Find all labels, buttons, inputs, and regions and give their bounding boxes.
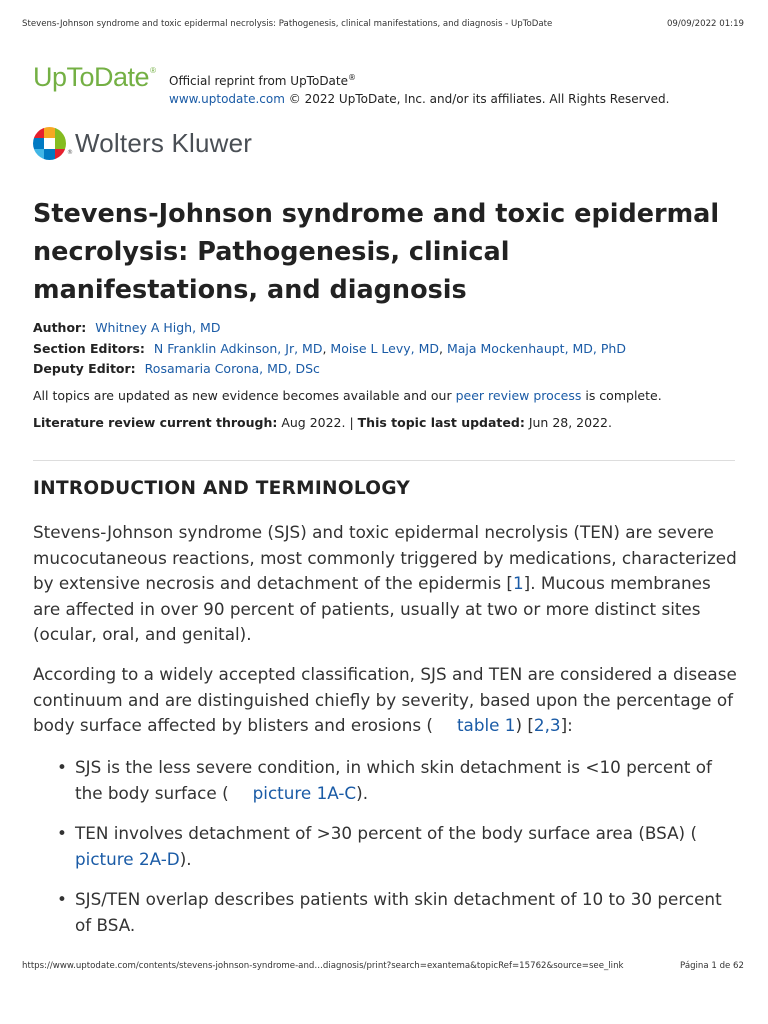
deputy-editor-row <box>33 359 626 380</box>
wolters-kluwer-globe-icon <box>33 127 66 160</box>
last-updated-value: Jun 28, 2022. <box>524 415 612 430</box>
paragraph-text: ]. Mucous membranes are affected in over 90 percent of patients, usually at two or more distinct sites (ocular, oral, and genital). <box>33 573 711 644</box>
picture-link[interactable]: picture 2A-D <box>75 848 180 869</box>
reprint-registered-mark: ® <box>348 73 356 82</box>
list-item-text: SJS is the less severe condition, in which skin detachment is <10 percent of the body surface ( <box>75 757 712 803</box>
picture-link[interactable]: picture 1A-C <box>252 782 357 803</box>
review-dates <box>33 415 612 430</box>
list-item <box>33 887 738 938</box>
copyright-text: © 2022 UpToDate, Inc. and/or its affiliates. All Rights Reserved. <box>288 92 670 106</box>
update-notice-text-end: is complete. <box>581 388 662 403</box>
table-link[interactable]: table 1 <box>456 715 516 735</box>
list-item <box>33 755 738 806</box>
intro-paragraph <box>33 520 738 648</box>
list-item-text: SJS/TEN overlap describes patients with skin detachment of 10 to 30 percent of BSA. <box>75 889 722 935</box>
lit-review-value: Aug 2022. | <box>277 415 358 430</box>
last-updated-label: This topic last updated: <box>357 415 525 430</box>
reprint-line: Official reprint from UpToDate <box>169 74 348 88</box>
section-editors-row <box>33 339 626 360</box>
print-header <box>22 19 744 29</box>
list-item-text-end: ). <box>356 782 369 803</box>
list-item-text-end: ). <box>179 848 192 869</box>
print-header-title: Stevens-Johnson syndrome and toxic epidermal necrolysis: Pathogenesis, clinical manifestations, and diagnosis - UpToDate <box>22 19 553 29</box>
author-label: Author: <box>33 320 87 335</box>
separator: , <box>322 340 331 356</box>
section-editor-link[interactable]: N Franklin Adkinson, Jr, MD <box>153 340 323 356</box>
uptodate-logo[interactable] <box>33 64 155 91</box>
separator: , <box>439 340 447 356</box>
paragraph-text: ]: <box>560 715 573 735</box>
print-header-datetime: 09/09/2022 01:19 <box>666 19 744 29</box>
wolters-kluwer-logo[interactable] <box>33 127 252 160</box>
wolters-kluwer-registered-mark: ® <box>67 149 73 156</box>
list-item <box>33 821 738 872</box>
uptodate-logo-text: UpToDate <box>33 62 150 92</box>
article-credits <box>33 318 626 380</box>
classification-paragraph <box>33 662 738 739</box>
reference-link[interactable]: 1 <box>512 573 524 593</box>
paragraph-text: According to a widely accepted classification, SJS and TEN are considered a disease continuum and are distinguished chiefly by severity, based upon the percentage of body surface affected by blisters and erosions ( <box>33 664 737 735</box>
author-link[interactable]: Whitney A High, MD <box>95 320 221 335</box>
section-heading: INTRODUCTION AND TERMINOLOGY <box>33 478 411 499</box>
uptodate-registered-mark: ® <box>150 66 156 75</box>
reference-link[interactable]: 2,3 <box>533 715 561 735</box>
section-editor-link[interactable]: Moise L Levy, MD <box>330 340 440 356</box>
section-editor-link[interactable]: Maja Mockenhaupt, MD, PhD <box>446 340 626 356</box>
print-footer <box>22 961 744 971</box>
update-notice <box>33 388 662 403</box>
deputy-editor-label: Deputy Editor: <box>33 361 136 376</box>
peer-review-link[interactable]: peer review process <box>455 388 582 403</box>
paragraph-text: ) [ <box>515 715 534 735</box>
paragraph-text: Stevens-Johnson syndrome (SJS) and toxic epidermal necrolysis (TEN) are severe mucocutaneous reactions, most commonly triggered by medications, characterized by extensive necrosis and detachment of the epidermis [ <box>33 522 737 593</box>
wolters-kluwer-wordmark: Wolters Kluwer <box>75 128 253 158</box>
article-title: Stevens-Johnson syndrome and toxic epidermal necrolysis: Pathogenesis, clinical manifestations, and diagnosis <box>33 199 720 305</box>
deputy-editor-link[interactable]: Rosamaria Corona, MD, DSc <box>144 361 320 376</box>
lit-review-label: Literature review current through: <box>33 415 278 430</box>
uptodate-site-link[interactable]: www.uptodate.com <box>169 92 285 106</box>
reprint-notice <box>169 69 669 108</box>
section-editors-label: Section Editors: <box>33 340 145 356</box>
classification-list <box>33 755 738 953</box>
list-item-text: TEN involves detachment of >30 percent of the body surface area (BSA) ( <box>75 823 697 843</box>
print-footer-page: Página 1 de 62 <box>680 961 744 971</box>
author-row <box>33 318 626 339</box>
divider <box>33 460 735 461</box>
update-notice-text: All topics are updated as new evidence becomes available and our <box>33 388 456 403</box>
print-footer-url: https://www.uptodate.com/contents/stevens-johnson-syndrome-and…diagnosis/print?search=exantema&topicRef=15762&source=see_link <box>22 961 624 971</box>
